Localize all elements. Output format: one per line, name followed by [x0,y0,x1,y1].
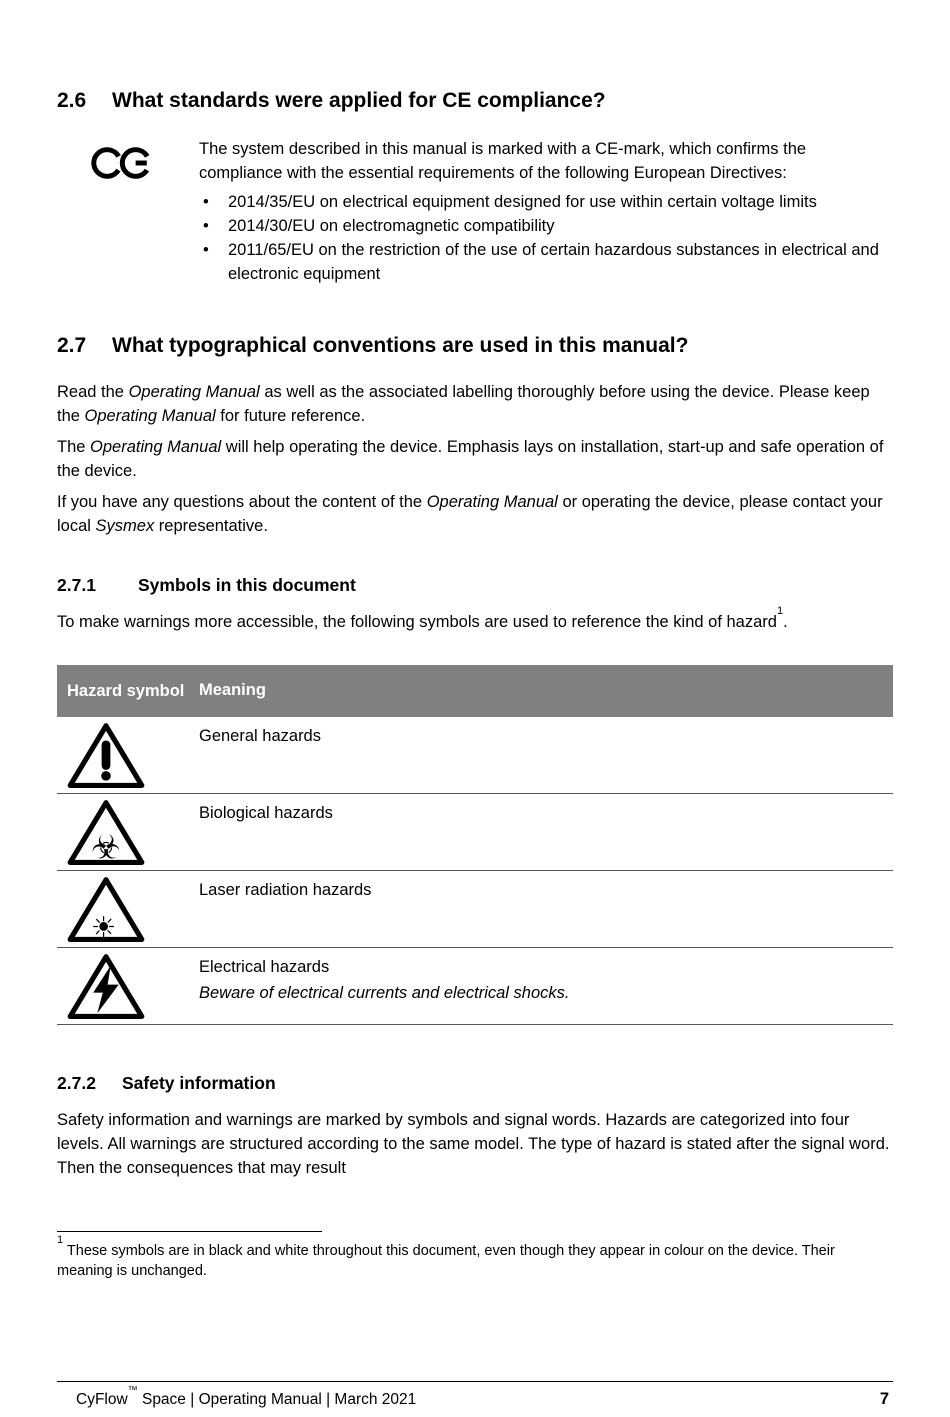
table-row [57,871,893,948]
svg-text:☣: ☣ [91,827,121,867]
footnote-divider [57,1231,322,1232]
page-footer [57,1381,893,1412]
section-2-7-heading [57,333,893,359]
paragraph [57,381,893,429]
section-2-7-1-heading [57,573,893,598]
list-item [199,239,893,287]
list-item-text: 2014/35/EU on electrical equipment designed for use within certain voltage limits [228,193,817,212]
text-segment: Space | Operating Manual | March 2021 [137,1391,417,1409]
section-title: What typographical conventions are used in this manual? [112,333,689,357]
section-number: 2.7.2 [57,1072,96,1093]
paragraph [57,491,893,539]
hazard-note: Beware of electrical currents and electrical shocks. [199,983,570,1002]
page-number: 7 [879,1390,889,1409]
italic-term: Sysmex [95,516,155,535]
text-segment: will help operating the device. Emphasis lays on installation, start-up and safe operation of the device. [57,437,884,480]
list-item [199,215,893,239]
section-title: Symbols in this document [138,574,356,595]
section-number: 2.7.1 [57,574,96,595]
footnote-block [57,1231,893,1282]
footnote-reference: 1 [776,605,784,618]
paragraph [57,436,893,484]
trademark-symbol: ™ [127,1384,138,1396]
table-header-row [57,665,893,717]
text-segment: If you have any questions about the content of the [57,492,427,511]
general-hazard-icon [66,721,146,791]
section-number: 2.6 [57,89,87,112]
list-item [199,191,893,215]
text-segment: for future reference. [215,406,366,425]
safety-information-paragraph: Safety information and warnings are marked by symbols and signal words. Hazards are categorized into four levels. All warnings are structured according to the same model. The type of hazard is stated after the signal word. Then the consequences that may result [57,1111,890,1178]
section-number: 2.7 [57,333,87,357]
text-segment: CyFlow [76,1391,128,1409]
section-2-7-2-heading [57,1071,893,1096]
text-segment: as well as the associated labelling thoroughly before using the device. Please keep the [57,383,870,425]
electrical-hazard-icon [66,952,146,1022]
hazard-symbol-table [57,665,893,1025]
section-title: What standards were applied for CE compliance? [112,89,606,112]
table-row [57,948,893,1025]
text-segment: representative. [154,516,268,535]
footnote-marker: 1 [57,1234,64,1247]
section-title: Safety information [122,1072,276,1093]
ce-intro-paragraph: The system described in this manual is marked with a CE-mark, which confirms the compliance with the essential requirements of the following European Directives: [199,140,807,183]
directives-list [199,191,893,287]
laser-radiation-hazard-icon [66,875,146,945]
column-header-hazard-symbol: Hazard symbol [67,681,185,700]
section-2-6-heading [57,88,893,114]
bullet-marker: • [203,193,209,212]
list-item-text: 2014/30/EU on electromagnetic compatibility [228,217,555,236]
table-row [57,717,893,794]
list-item-text: 2011/65/EU on the restriction of the use of certain hazardous substances in electrical and electronic equipment [228,240,879,283]
text-segment: These symbols are in black and white throughout this document, even though they appear in colour on the device. Their meaning is unchanged. [57,1243,835,1280]
bullet-marker: • [203,217,209,236]
italic-term: Operating Manual [84,406,216,425]
text-segment: The [57,437,91,456]
italic-term: Operating Manual [128,383,260,402]
hazard-meaning: Laser radiation hazards [199,880,372,899]
symbols-intro-paragraph [57,605,893,635]
text-segment: or operating the device, please contact your local [57,492,883,535]
text-segment: . [783,612,788,631]
ce-mark-icon [91,145,153,181]
text-segment: Read the [57,383,129,402]
footer-text [76,1384,417,1411]
column-header-meaning: Meaning [199,680,266,699]
hazard-meaning: Electrical hazards [199,957,330,976]
hazard-meaning: Biological hazards [199,803,333,822]
biological-hazard-icon [66,798,146,868]
bullet-marker: • [203,240,209,259]
hazard-meaning: General hazards [199,726,321,745]
svg-text:☀: ☀ [90,909,117,944]
footnote-text [57,1234,893,1282]
text-segment: To make warnings more accessible, the following symbols are used to reference the kind of hazard [57,612,777,631]
table-row [57,794,893,871]
italic-term: Operating Manual [90,437,222,456]
italic-term: Operating Manual [426,492,558,511]
ce-compliance-block [57,138,893,287]
